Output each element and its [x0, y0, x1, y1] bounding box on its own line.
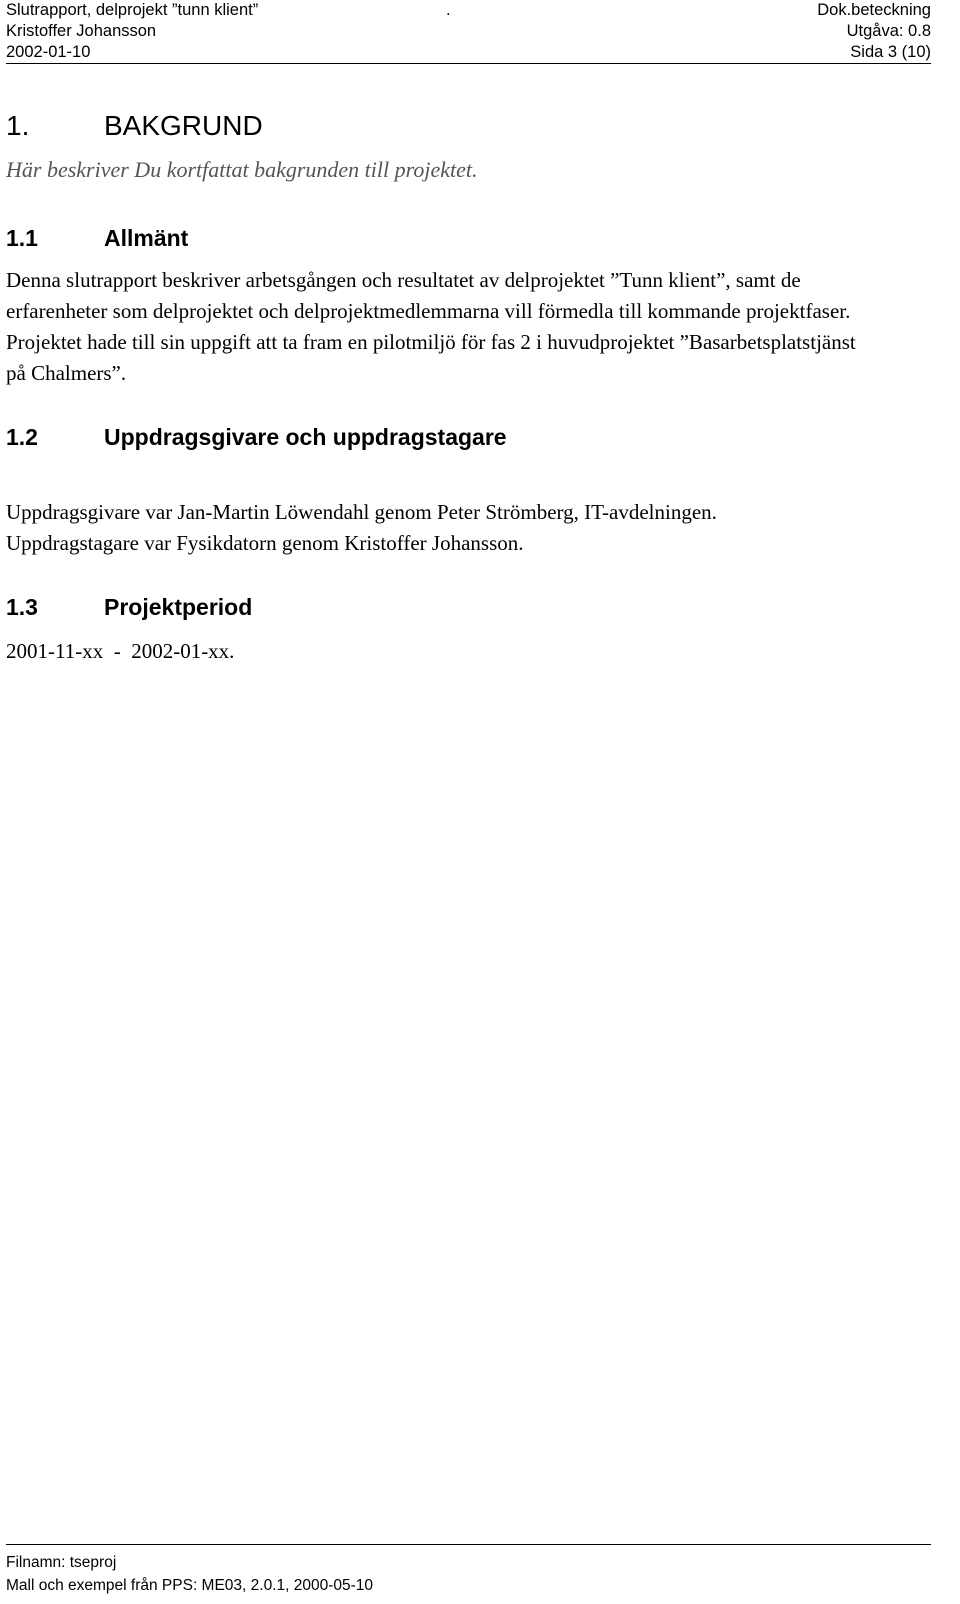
header-date: 2002-01-10 — [6, 43, 91, 61]
section-1-3-number: 1.3 — [6, 594, 38, 620]
header-page: Sida 3 (10) — [850, 43, 931, 61]
section-1-title: BAKGRUND — [104, 110, 263, 141]
section-1-heading — [6, 108, 263, 144]
section-1-1-title: Allmänt — [104, 225, 189, 251]
section-1-3-period: 2001-11-xx - 2002-01-xx. — [6, 639, 235, 663]
header-row-1 — [6, 0, 931, 20]
section-1-3-title: Projektperiod — [104, 594, 253, 620]
header-doc-label: Dok.beteckning — [817, 1, 931, 19]
section-1-1-number: 1.1 — [6, 225, 38, 251]
header-version: Utgåva: 0.8 — [846, 22, 931, 40]
footer-template: Mall och exempel från PPS: ME03, 2.0.1, 2000-05-10 — [6, 1577, 374, 1594]
section-1-intro: Här beskriver Du kortfattat bakgrunden till projektet. — [6, 157, 478, 182]
footer-filename: Filnamn: tseproj — [6, 1554, 117, 1571]
section-1-1-heading — [6, 223, 188, 253]
section-1-1-line: erfarenheter som delprojektet och delprojektmedlemmarna vill förmedla till kommande projektfaser. — [6, 299, 851, 323]
section-1-2-line: Uppdragstagare var Fysikdatorn genom Kristoffer Johansson. — [6, 531, 524, 555]
section-1-number: 1. — [6, 110, 30, 141]
section-1-2-heading — [6, 422, 507, 452]
header-author: Kristoffer Johansson — [6, 22, 157, 40]
section-1-1-line: på Chalmers”. — [6, 361, 127, 385]
header-divider — [6, 63, 931, 64]
footer-divider — [6, 1544, 931, 1545]
section-1-1-line: Projektet hade till sin uppgift att ta fram en pilotmiljö för fas 2 i huvudprojektet ”Basarbetsplatstjänst — [6, 330, 856, 354]
section-1-3-heading — [6, 592, 252, 622]
header-row-3 — [6, 42, 931, 62]
header-center-mark: . — [446, 1, 451, 19]
section-1-2-line: Uppdragsgivare var Jan-Martin Löwendahl genom Peter Strömberg, IT-avdelningen. — [6, 500, 717, 524]
section-1-2-title: Uppdragsgivare och uppdragstagare — [104, 424, 507, 450]
section-1-2-number: 1.2 — [6, 424, 38, 450]
header-row-2 — [6, 21, 931, 41]
section-1-1-line: Denna slutrapport beskriver arbetsgången och resultatet av delprojektet ”Tunn klient”, samt de — [6, 268, 801, 292]
header-title: Slutrapport, delprojekt ”tunn klient” — [6, 1, 259, 19]
